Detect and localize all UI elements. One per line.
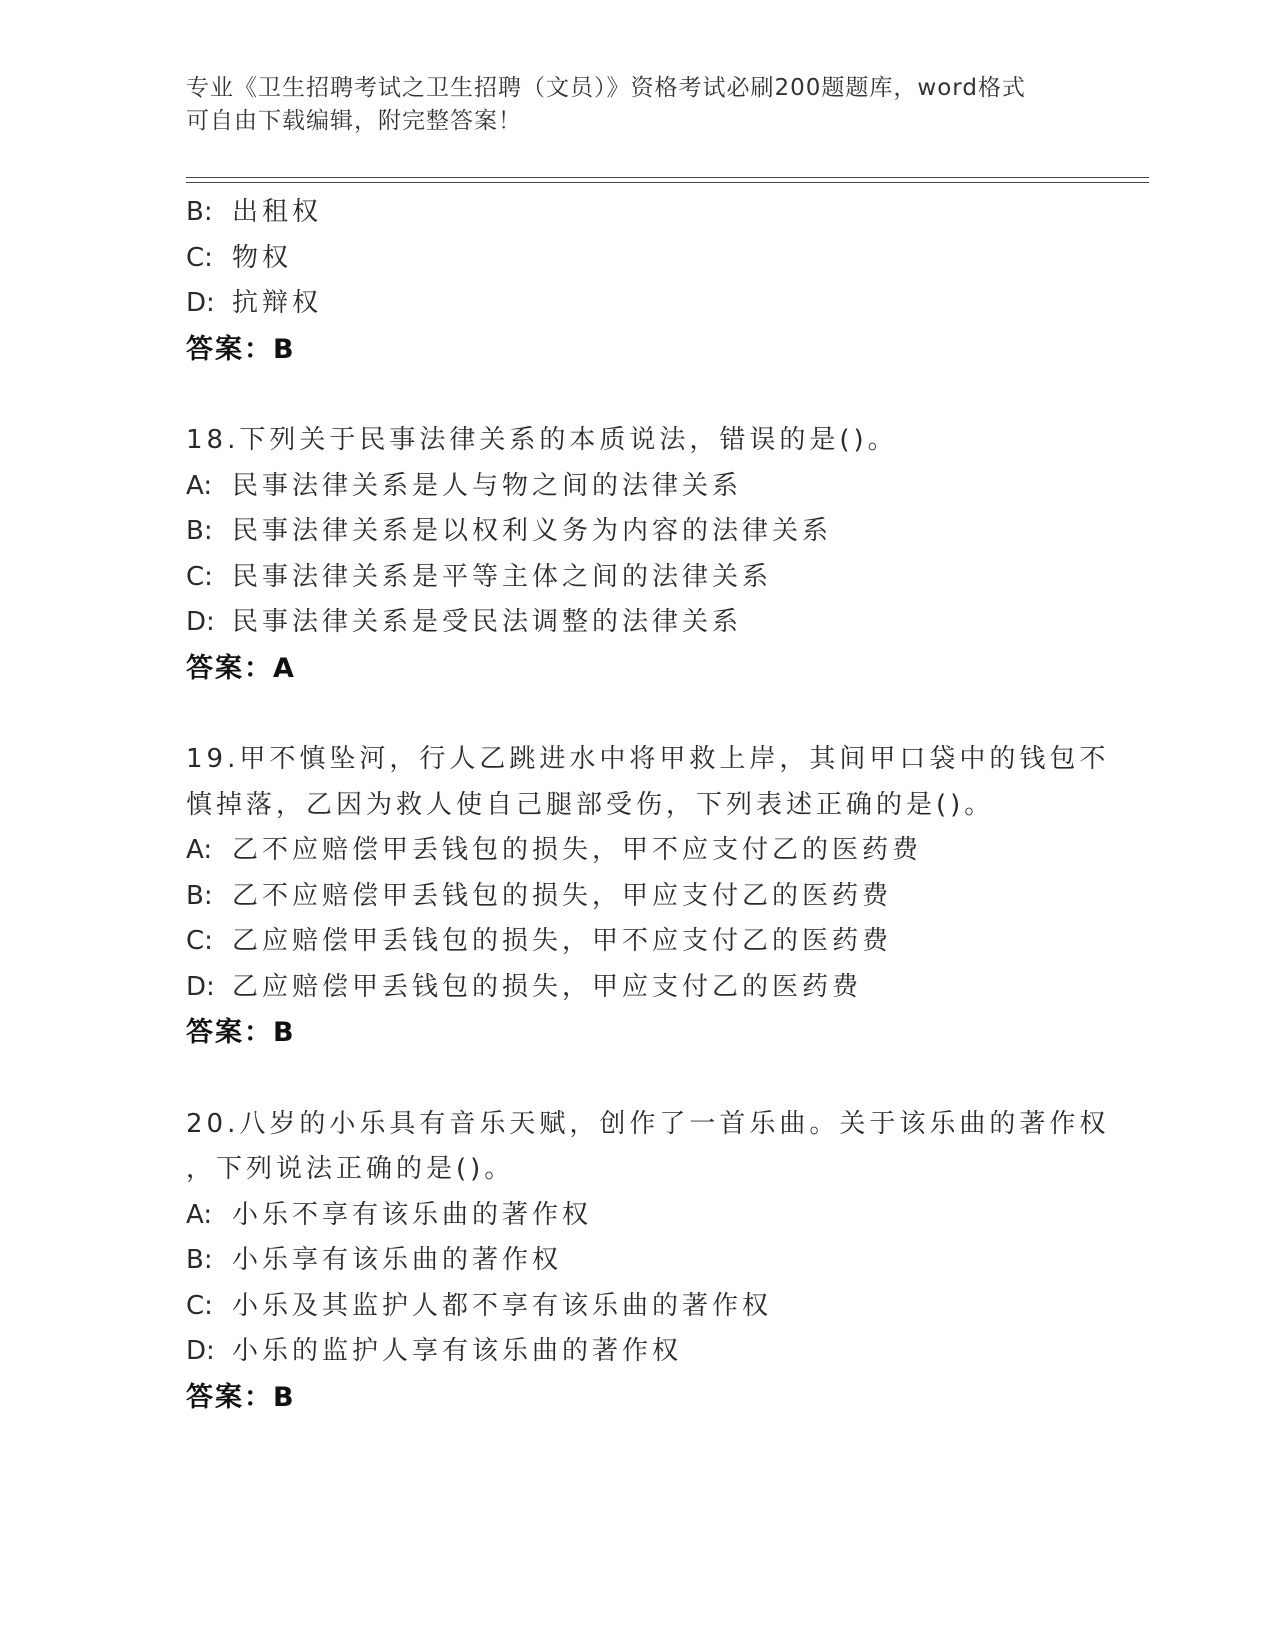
option-text: 民事法律关系是以权利义务为内容的法律关系: [232, 516, 833, 546]
question-stem-line-2: 慎掉落，乙因为救人使自己腿部受伤，下列表述正确的是()。: [186, 789, 995, 820]
option-letter: C:: [186, 1290, 213, 1321]
option-text: 抗辩权: [232, 288, 323, 318]
option-letter: D:: [186, 1336, 215, 1366]
option-d: [186, 965, 1086, 1011]
question-19: [186, 737, 1110, 1056]
option-a: [186, 1193, 1086, 1239]
option-a: [186, 464, 1086, 510]
answer: 答案：B: [186, 1017, 296, 1048]
option-b: [186, 509, 1086, 555]
spacer: [186, 1056, 1086, 1102]
option-c: [186, 236, 1086, 282]
answer: 答案：B: [186, 333, 296, 365]
option-b: [186, 874, 1086, 920]
header-divider-bottom: [186, 182, 1149, 183]
option-letter: C:: [186, 561, 213, 592]
option-text: 民事法律关系是平等主体之间的法律关系: [232, 561, 773, 592]
header-line-1: 专业《卫生招聘考试之卫生招聘（文员）》资格考试必刷200题题库，word格式: [186, 75, 1026, 101]
option-text: 民事法律关系是人与物之间的法律关系: [232, 470, 743, 501]
option-text: 小乐的监护人享有该乐曲的著作权: [232, 1336, 683, 1366]
question-list: [186, 190, 1110, 1420]
option-letter: C:: [186, 242, 213, 273]
option-b: [186, 190, 1086, 236]
option-letter: A:: [186, 1199, 213, 1230]
option-text: 乙不应赔偿甲丢钱包的损失，甲应支付乙的医药费: [232, 880, 893, 911]
option-letter: D:: [186, 607, 215, 637]
option-c: [186, 1284, 1086, 1330]
question-stem: 18.下列关于民事法律关系的本质说法，错误的是()。: [186, 425, 898, 455]
question-stem-line-2: ，下列说法正确的是()。: [186, 1154, 515, 1184]
option-text: 乙应赔偿甲丢钱包的损失，甲不应支付乙的医药费: [232, 926, 893, 956]
option-letter: B:: [186, 516, 213, 546]
option-text: 民事法律关系是受民法调整的法律关系: [232, 607, 743, 637]
option-text: 乙不应赔偿甲丢钱包的损失，甲不应支付乙的医药费: [232, 835, 923, 865]
option-a: [186, 828, 1086, 874]
answer: 答案：A: [186, 652, 296, 684]
header-line-2: 可自由下载编辑，附完整答案！: [186, 108, 522, 134]
option-letter: B:: [186, 1245, 213, 1275]
option-letter: B:: [186, 197, 213, 227]
option-d: [186, 600, 1086, 646]
option-c: [186, 555, 1086, 601]
option-letter: D:: [186, 288, 215, 318]
question-stem-line-1: 19.甲不慎坠河，行人乙跳进水中将甲救上岸，其间甲口袋中的钱包不: [186, 744, 1110, 774]
option-letter: B:: [186, 880, 213, 911]
option-text: 乙应赔偿甲丢钱包的损失，甲应支付乙的医药费: [232, 971, 863, 1002]
question-20: [186, 1102, 1110, 1421]
option-b: [186, 1238, 1086, 1284]
option-d: [186, 1329, 1086, 1375]
spacer: [186, 691, 1086, 737]
option-text: 物权: [232, 242, 293, 273]
option-text: 小乐及其监护人都不享有该乐曲的著作权: [232, 1290, 773, 1321]
document-header: [186, 72, 1086, 138]
option-text: 出租权: [232, 197, 323, 227]
spacer: [186, 372, 1086, 418]
option-letter: D:: [186, 971, 215, 1002]
header-divider-top: [186, 177, 1149, 178]
option-text: 小乐不享有该乐曲的著作权: [232, 1199, 593, 1230]
question-18: [186, 418, 1086, 691]
option-letter: A:: [186, 835, 213, 865]
option-c: [186, 919, 1086, 965]
option-text: 小乐享有该乐曲的著作权: [232, 1245, 563, 1275]
answer: 答案：B: [186, 1381, 296, 1413]
question-stem-line-1: 20.八岁的小乐具有音乐天赋，创作了一首乐曲。关于该乐曲的著作权: [186, 1108, 1110, 1139]
option-letter: A:: [186, 470, 213, 501]
question-17-tail: [186, 190, 1086, 372]
option-d: [186, 281, 1086, 327]
option-letter: C:: [186, 926, 213, 956]
